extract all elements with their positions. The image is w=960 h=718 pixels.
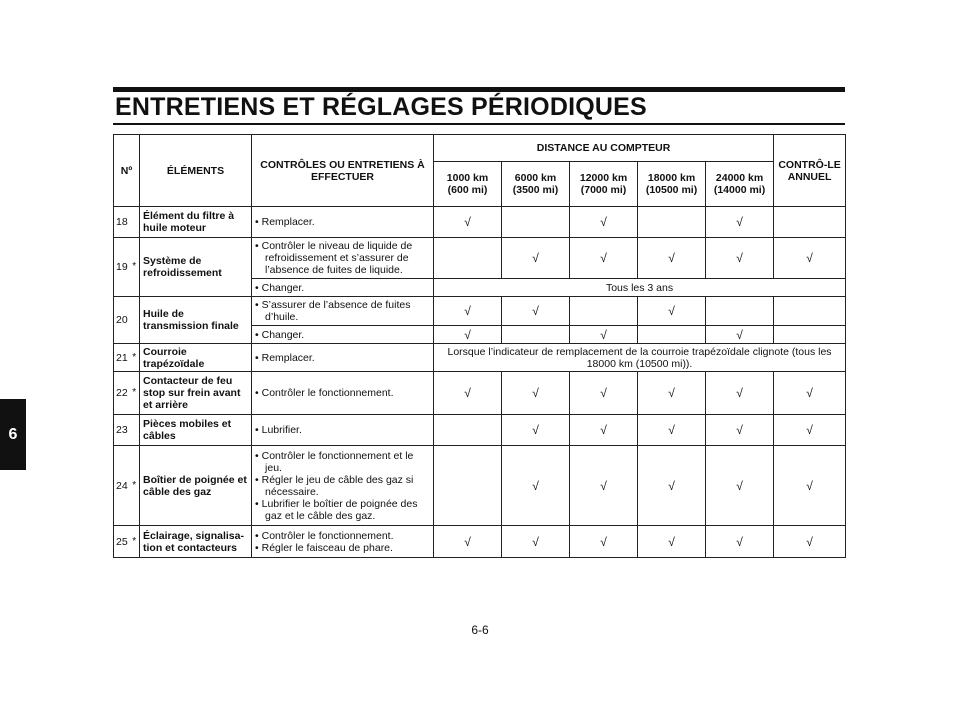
table-row: 23 Pièces mobiles et câbles • Lubrifier. √ √ √ √ √: [114, 415, 846, 446]
row-description: • Remplacer.: [252, 207, 434, 238]
row-note: Lorsque l’indicateur de remplacement de la courroie trapézoïdale clignote (tous les 18000 km (10500 mi)).: [434, 344, 846, 372]
table-row: 19 * Système de refroidissement • Contrôler le niveau de liquide de refroidissement et s’assurer de l’absence de fuites de liquide. √ √ √ √ √: [114, 238, 846, 279]
table-row: 24 * Boîtier de poignée et câble des gaz • Contrôler le fonctionnement et le jeu. • Régler le jeu de câble des gaz si nécessaire. • Lubrifier le boîtier de poignée des gaz et le câble des gaz. √ √ √ √ √: [114, 446, 846, 526]
table-row: 22 * Contacteur de feu stop sur frein avant et arrière • Contrôler le fonctionnement. √ √ √ √ √ √: [114, 372, 846, 415]
row-description: • Contrôler le niveau de liquide de refroidissement et s’assurer de l’absence de fuites de liquide.: [252, 238, 434, 279]
table-row: 25 * Éclairage, signalisa-tion et contacteurs • Contrôler le fonctionnement. • Régler le faisceau de phare. √ √ √ √ √ √: [114, 526, 846, 558]
top-bar: [113, 87, 845, 92]
row-description: • Lubrifier.: [252, 415, 434, 446]
table-row: • Changer. √ √ √: [114, 326, 846, 344]
header-km-5: 24000 km (14000 mi): [706, 162, 774, 207]
page-title: ENTRETIENS ET RÉGLAGES PÉRIODIQUES: [115, 93, 647, 121]
header-km-3: 12000 km (7000 mi): [570, 162, 638, 207]
header-elements: ÉLÉMENTS: [140, 135, 252, 207]
maintenance-table: [113, 134, 846, 558]
row-description: • Contrôler le fonctionnement.: [252, 372, 434, 415]
header-km-1: 1000 km (600 mi): [434, 162, 502, 207]
row-description: • Changer.: [252, 279, 434, 297]
page-number: 6-6: [471, 623, 489, 637]
table-row: 20 Huile de transmission finale • S’assurer de l’absence de fuites d’huile. √ √ √: [114, 297, 846, 326]
table-row: 18 Élément du filtre à huile moteur • Remplacer. √ √ √: [114, 207, 846, 238]
header-km-2: 6000 km (3500 mi): [502, 162, 570, 207]
row-description: • Changer.: [252, 326, 434, 344]
header-no: Nº: [114, 135, 140, 207]
row-description: • S’assurer de l’absence de fuites d’huile.: [252, 297, 434, 326]
chapter-tab[interactable]: 6: [0, 399, 26, 470]
row-note: Tous les 3 ans: [434, 279, 846, 297]
header-annual: CONTRÔ-LE ANNUEL: [774, 135, 846, 207]
row-description: • Contrôler le fonctionnement. • Régler le faisceau de phare.: [252, 526, 434, 558]
table-row: 21 * Courroie trapézoïdale • Remplacer. Lorsque l’indicateur de remplacement de la courroie trapézoïdale clignote (tous les 18000 km (10500 mi)).: [114, 344, 846, 372]
header-km-4: 18000 km (10500 mi): [638, 162, 706, 207]
title-rule: [113, 123, 845, 125]
row-description: • Remplacer.: [252, 344, 434, 372]
row-description: • Contrôler le fonctionnement et le jeu. • Régler le jeu de câble des gaz si nécessaire. • Lubrifier le boîtier de poignée des gaz et le câble des gaz.: [252, 446, 434, 526]
header-controls: CONTRÔLES OU ENTRETIENS À EFFECTUER: [252, 135, 434, 207]
header-distance: DISTANCE AU COMPTEUR: [434, 135, 774, 162]
